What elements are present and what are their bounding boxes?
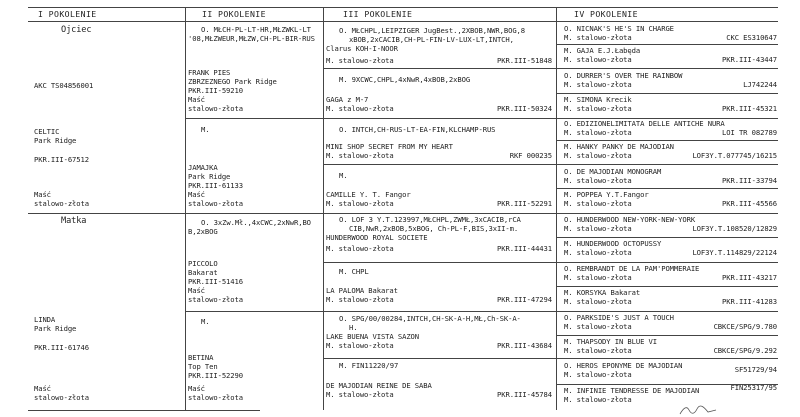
g4-reg: LOF3Y.T.077745/16215 (692, 151, 777, 160)
header-gen2: II POKOLENIE (202, 9, 266, 19)
g4-color: M. stalowo-złota (564, 395, 632, 404)
g3-pkr: PKR.III-50324 (497, 104, 552, 113)
g4-reg: PKR.III-43447 (722, 55, 777, 64)
g3-pkr: PKR.III-43684 (497, 341, 552, 350)
g4-name: O. REMBRANDT DE LA PAM'POMMERAIE (564, 264, 700, 273)
gen4-split-6 (556, 164, 778, 165)
gen4-split-5 (556, 140, 778, 141)
g4-name: M. KORSYKA Bakarat (564, 288, 641, 297)
g4-color: M. stalowo-złota (564, 273, 632, 282)
g4-reg: PKR.III-45321 (722, 104, 777, 113)
dam-place: Park Ridge (34, 324, 77, 333)
gen4-split-9 (556, 237, 778, 238)
header-gen4: IV POKOLENIE (574, 9, 638, 19)
gen4-split-14 (556, 358, 778, 359)
piccolo-titles-2: B,2xBOG (188, 227, 218, 236)
header-rule (28, 21, 778, 22)
g4-color: M. stalowo-złota (564, 151, 632, 160)
g4-name: O. DURRER'S OVER THE RAINBOW (564, 71, 683, 80)
gen1-split (28, 213, 323, 214)
sire-name: CELTIC (34, 127, 60, 136)
g4-name: M. INFINIE TENDRESSE DE MAJODIAN (564, 386, 700, 395)
g4-name: M. HUNDERWOOD OCTOPUSSY (564, 239, 662, 248)
g4-color: M. stalowo-złota (564, 199, 632, 208)
dam-label: Matka (61, 216, 87, 226)
betina-color: stalowo-złota (188, 393, 243, 402)
g4-reg: CKC ES310647 (726, 33, 777, 42)
g4-name: M. HANKY PANKY DE MAJODIAN (564, 142, 674, 151)
g4-reg: PKR.III-45566 (722, 199, 777, 208)
piccolo-color: stalowo-złota (188, 295, 243, 304)
gen4-split-2 (556, 68, 778, 69)
betina-color-label: Maść (188, 384, 205, 393)
signature-mark (678, 403, 718, 417)
g4-reg: CBKCE/SPG/9.780 (713, 322, 777, 331)
g4-color: M. stalowo-złota (564, 224, 632, 233)
g4-color: M. stalowo-złota (564, 55, 632, 64)
piccolo-place: Bakarat (188, 268, 218, 277)
frank-titles: O. MŁCH-PL-LT-HR,MŁZWKL-LT (201, 25, 311, 34)
jamajka-place: Park Ridge (188, 172, 231, 181)
betina-pkr: PKR.III-52290 (188, 371, 243, 380)
g4-reg: LOF3Y.T.114829/22124 (692, 248, 777, 257)
gen4-split-10 (556, 262, 778, 263)
g3-pkr: PKR.III-45784 (497, 390, 552, 399)
sire-color-label: Maść (34, 190, 51, 199)
betina-mark: M. (201, 317, 210, 326)
g4-name: M. THAPSODY IN BLUE VI (564, 337, 657, 346)
top-rule (28, 7, 778, 8)
gen2-split-1 (185, 118, 323, 119)
gen4-split-12 (556, 311, 778, 312)
frank-titles-2: '08,MŁZWEUR,MŁZW,CH-PL-BIR-RUS (188, 34, 315, 43)
frank-name: FRANK PIES (188, 68, 231, 77)
g3-color: M. stalowo-złota (326, 295, 394, 304)
g3-titles-2: CIB,NwR,2xBOB,5xBOG, Ch-PL-F,BIS,3xII-m. (349, 224, 519, 233)
betina-place: Top Ten (188, 362, 218, 371)
g4-reg: PKR.III-41283 (722, 297, 777, 306)
gen4-split-3 (556, 93, 778, 94)
g3-titles: O. MŁCHPL,LEIPZIGER JugBest.,2XBOB,NWR,BOG,8 (339, 26, 525, 35)
g4-reg: CBKCE/SPG/9.292 (713, 346, 777, 355)
gen3-split-7 (323, 358, 556, 359)
g4-name: O. HEROS EPONYME DE MAJODIAN (564, 361, 683, 370)
g4-name: O. PARKSIDE'S JUST A TOUCH (564, 313, 674, 322)
g4-color: M. stalowo-złota (564, 80, 632, 89)
header-gen3: III POKOLENIE (343, 9, 413, 19)
g3-pkr: PKR.III-51848 (497, 56, 552, 65)
g3-pkr: PKR.III-44431 (497, 244, 552, 253)
gen4-split-8 (556, 213, 778, 214)
gen3-split-2 (323, 118, 556, 119)
g3-color: M. stalowo-złota (326, 244, 394, 253)
frank-color: stalowo-złota (188, 104, 243, 113)
g4-color: M. stalowo-złota (564, 248, 632, 257)
g3-titles: M. FIN11220/97 (339, 361, 399, 370)
g4-name: O. HUNDERWOOD NEW-YORK-NEW-YORK (564, 215, 696, 224)
dam-color: stalowo-złota (34, 393, 89, 402)
g4-color: M. stalowo-złota (564, 176, 632, 185)
g3-color: M. stalowo-złota (326, 390, 394, 399)
gen4-split-13 (556, 335, 778, 336)
g3-color: M. stalowo-złota (326, 199, 394, 208)
piccolo-pkr: PKR.III-51416 (188, 277, 243, 286)
sire-pkr: PKR.III-67512 (34, 155, 89, 164)
g3-titles: M. CHPL (339, 267, 369, 276)
g3-titles: O. LOF 3 Y.T.123997,MŁCHPL,ZWMŁ,3xCACIB,rCA (339, 215, 521, 224)
g3-color: M. stalowo-złota (326, 151, 394, 160)
dam-name: LINDA (34, 315, 56, 324)
g4-name: O. EDIZIONELIMITATA DELLE ANTICHE NURA (564, 119, 725, 128)
g4-reg: SF51729/94 (734, 365, 777, 374)
g3-name: LAKE BUENA VISTA SAZON (326, 332, 419, 341)
jamajka-color: stalowo-złota (188, 199, 243, 208)
g3-color: M. stalowo-złota (326, 341, 394, 350)
frank-line2: ZBRZEZNEGO Park Ridge (188, 77, 277, 86)
g3-titles: O. SPG/00/00284,INTCH,CH-SK-A-H,MŁ,Ch-SK-A- (339, 314, 521, 323)
g3-titles: O. INTCH,CH-RUS-LT-EA-FIN,KLCHAMP-RUS (339, 125, 496, 134)
sire-color: stalowo-złota (34, 199, 89, 208)
gen2-split-3 (185, 311, 323, 312)
g4-color: M. stalowo-złota (564, 128, 632, 137)
jamajka-color-label: Maść (188, 190, 205, 199)
g3-name: CAMILLE Y. T. Fangor (326, 190, 411, 199)
g4-name: M. POPPEA Y.T.Fangor (564, 190, 649, 199)
jamajka-name: JAMAJKA (188, 163, 218, 172)
g4-reg: PKR.III-33794 (722, 176, 777, 185)
g3-titles: M. 9XCWC,CHPL,4xNwR,4xBOB,2xBOG (339, 75, 471, 84)
g4-reg: PKR.III-43217 (722, 273, 777, 282)
piccolo-titles: O. 3xZw.Mł.,4xCWC,2xNwR,BO (201, 218, 311, 227)
jamajka-pkr: PKR.III-61133 (188, 181, 243, 190)
g3-titles-2: H. (349, 323, 358, 332)
frank-color-label: Maść (188, 95, 205, 104)
col-divider-1 (185, 7, 186, 410)
g4-color: M. stalowo-złota (564, 33, 632, 42)
gen3-split-1 (323, 68, 556, 69)
g3-titles: M. (339, 171, 348, 180)
g3-name: LA PALOMA Bakarat (326, 286, 398, 295)
g4-color: M. stalowo-złota (564, 370, 632, 379)
frank-pkr: PKR.III-59210 (188, 86, 243, 95)
gen3-split-6 (323, 311, 556, 312)
g4-color: M. stalowo-złota (564, 104, 632, 113)
dam-pkr: PKR.III-61746 (34, 343, 89, 352)
g3-pkr: PKR.III-52291 (497, 199, 552, 208)
sire-label: Ojciec (61, 25, 92, 35)
g3-name: GAGA z M-7 (326, 95, 369, 104)
g4-reg: LJ742244 (743, 80, 777, 89)
header-gen1: I POKOLENIE (38, 9, 97, 19)
gen4-split-11 (556, 286, 778, 287)
g3-name: Clarus KOH-I-NOOR (326, 44, 398, 53)
g4-color: M. stalowo-złota (564, 322, 632, 331)
g3-pkr: RKF 000235 (509, 151, 552, 160)
piccolo-color-label: Maść (188, 286, 205, 295)
g4-name: M. SIMONA Krecik (564, 95, 632, 104)
gen3-split-3 (323, 164, 556, 165)
g4-name: O. DE MAJODIAN MONOGRAM (564, 167, 662, 176)
g4-reg: LOF3Y.T.108520/12829 (692, 224, 777, 233)
sire-registration: AKC TS04856001 (34, 81, 94, 90)
g4-name: M. GAJA E.J.Łabęda (564, 46, 641, 55)
g4-color: M. stalowo-złota (564, 346, 632, 355)
g3-titles-2: xBOB,2xCACIB,CH-PL-FIN-LV-LUX-LT,INTCH, (349, 35, 514, 44)
g3-color: M. stalowo-złota (326, 104, 394, 113)
g3-name: MINI SHOP SECRET FROM MY HEART (326, 142, 453, 151)
gen4-split-7 (556, 188, 778, 189)
sire-place: Park Ridge (34, 136, 77, 145)
g4-color: M. stalowo-złota (564, 297, 632, 306)
jamajka-mark: M. (201, 125, 210, 134)
g3-name: HUNDERWOOD ROYAL SOCIETE (326, 233, 428, 242)
gen4-split-1 (556, 44, 778, 45)
g3-name: DE MAJODIAN REINE DE SABA (326, 381, 432, 390)
gen3-split-4 (323, 213, 556, 214)
g4-reg: FIN25317/95 (730, 383, 777, 392)
g3-pkr: PKR.III-47294 (497, 295, 552, 304)
betina-name: BETINA (188, 353, 214, 362)
g4-reg: LOI TR 082789 (722, 128, 777, 137)
dam-color-label: Maść (34, 384, 51, 393)
piccolo-name: PICCOLO (188, 259, 218, 268)
bottom-rule (28, 410, 260, 411)
g3-color: M. stalowo-złota (326, 56, 394, 65)
g4-name: O. NICNAK'S HE'S IN CHARGE (564, 24, 674, 33)
gen3-split-5 (323, 262, 556, 263)
